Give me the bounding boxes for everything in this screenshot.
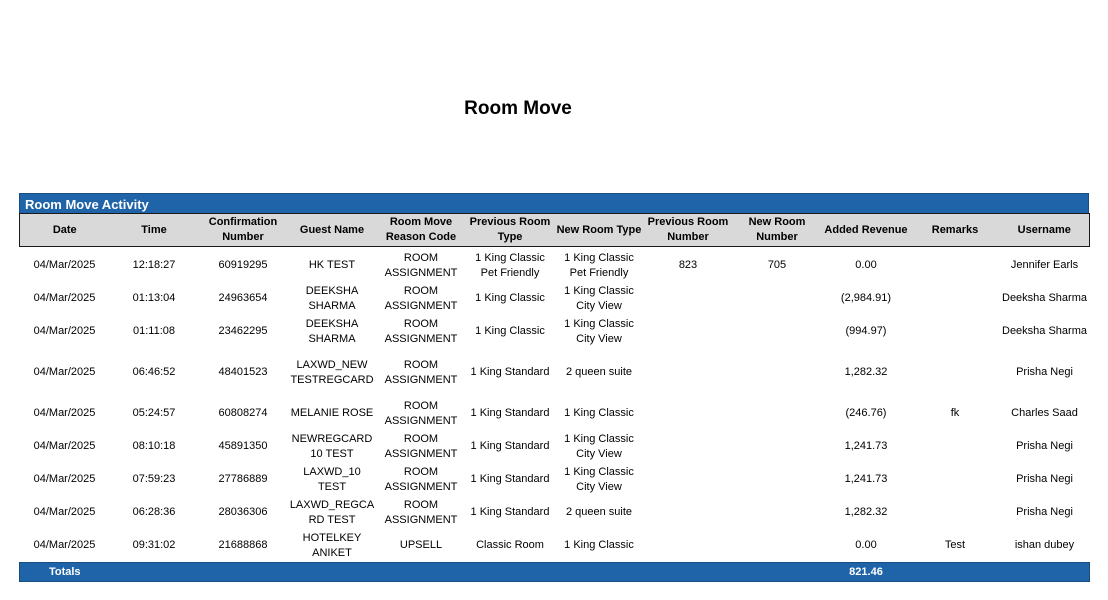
cell-date: 04/Mar/2025 bbox=[33, 325, 96, 337]
cell-new-type: 1 King Classic Pet Friendly bbox=[564, 251, 634, 279]
cell-remarks bbox=[911, 282, 1000, 315]
cell-prev-type: Classic Room bbox=[476, 539, 544, 551]
cell-confirmation: 60919295 bbox=[218, 259, 268, 271]
cell-date: 04/Mar/2025 bbox=[33, 259, 96, 271]
cell-username: Deeksha Sharma bbox=[1002, 292, 1087, 304]
cell-username: Jennifer Earls bbox=[1010, 259, 1079, 271]
column-header-username: Username bbox=[1000, 214, 1090, 247]
cell-prev-number bbox=[644, 430, 733, 463]
column-header-reason: Room Move Reason Code bbox=[377, 214, 466, 247]
cell-new-number bbox=[733, 315, 822, 348]
cell-date: 04/Mar/2025 bbox=[33, 506, 96, 518]
cell-time: 01:11:08 bbox=[132, 325, 175, 337]
cell-prev-number: 823 bbox=[678, 259, 698, 271]
cell-prev-type: 1 King Standard bbox=[470, 366, 550, 378]
totals-empty-cell bbox=[1000, 563, 1090, 582]
cell-date: 04/Mar/2025 bbox=[33, 366, 96, 378]
table-row bbox=[20, 496, 1090, 529]
cell-new-type: 1 King Classic City View bbox=[564, 465, 634, 493]
cell-time: 05:24:57 bbox=[132, 407, 176, 419]
cell-username: Prisha Negi bbox=[1016, 440, 1073, 452]
cell-new-type: 1 King Classic City View bbox=[564, 317, 634, 345]
cell-date: 04/Mar/2025 bbox=[33, 440, 96, 452]
cell-revenue: 1,241.73 bbox=[844, 473, 888, 485]
table-row bbox=[20, 397, 1090, 430]
column-header-prev-number: Previous Room Number bbox=[644, 214, 733, 247]
cell-username: Prisha Negi bbox=[1016, 506, 1073, 518]
cell-new-number bbox=[733, 282, 822, 315]
table-row bbox=[20, 249, 1090, 282]
table-row bbox=[20, 430, 1090, 463]
cell-reason: ROOM ASSIGNMENT bbox=[384, 358, 458, 386]
cell-new-type: 2 queen suite bbox=[565, 506, 633, 518]
totals-empty-cell bbox=[911, 563, 1000, 582]
cell-date: 04/Mar/2025 bbox=[33, 292, 96, 304]
section-header: Room Move Activity bbox=[19, 193, 1089, 213]
totals-empty-cell bbox=[733, 563, 822, 582]
cell-username: Deeksha Sharma bbox=[1002, 325, 1087, 337]
cell-new-number bbox=[733, 529, 822, 563]
cell-new-type: 2 queen suite bbox=[565, 366, 633, 378]
totals-label: Totals bbox=[20, 563, 110, 582]
cell-remarks bbox=[911, 348, 1000, 397]
cell-revenue: 0.00 bbox=[855, 539, 877, 551]
totals-empty-cell bbox=[199, 563, 288, 582]
cell-prev-number bbox=[644, 397, 733, 430]
column-header-guest: Guest Name bbox=[288, 214, 377, 247]
room-move-table bbox=[19, 213, 1090, 582]
report-section bbox=[19, 193, 1089, 582]
cell-reason: ROOM ASSIGNMENT bbox=[384, 432, 458, 460]
cell-reason: ROOM ASSIGNMENT bbox=[384, 251, 458, 279]
cell-username: Prisha Negi bbox=[1016, 366, 1073, 378]
cell-time: 09:31:02 bbox=[132, 539, 176, 551]
cell-guest: HK TEST bbox=[308, 259, 356, 271]
report-title: Room Move bbox=[464, 98, 572, 119]
cell-time: 06:46:52 bbox=[132, 366, 176, 378]
cell-username: Prisha Negi bbox=[1016, 473, 1073, 485]
cell-new-number bbox=[733, 463, 822, 496]
cell-revenue: (2,984.91) bbox=[840, 292, 892, 304]
column-header-prev-type: Previous Room Type bbox=[466, 214, 555, 247]
cell-prev-number bbox=[644, 496, 733, 529]
cell-prev-type: 1 King Standard bbox=[470, 440, 550, 452]
cell-reason: ROOM ASSIGNMENT bbox=[384, 465, 458, 493]
cell-remarks: fk bbox=[950, 407, 960, 419]
cell-guest: LAXWD_REGCARD TEST bbox=[289, 498, 375, 526]
cell-guest: MELANIE ROSE bbox=[290, 407, 374, 419]
column-header-date: Date bbox=[20, 214, 110, 247]
cell-guest: LAXWD_10 TEST bbox=[303, 465, 361, 493]
cell-guest: HOTELKEY ANIKET bbox=[302, 531, 362, 559]
cell-date: 04/Mar/2025 bbox=[33, 539, 96, 551]
cell-username: Charles Saad bbox=[1011, 407, 1078, 419]
column-header-revenue: Added Revenue bbox=[822, 214, 911, 247]
cell-reason: ROOM ASSIGNMENT bbox=[384, 317, 458, 345]
column-header-row bbox=[20, 214, 1090, 247]
totals-empty-cell bbox=[377, 563, 466, 582]
cell-new-number: 705 bbox=[767, 259, 787, 271]
table-row bbox=[20, 348, 1090, 397]
table-row bbox=[20, 463, 1090, 496]
totals-empty-cell bbox=[555, 563, 644, 582]
cell-remarks bbox=[911, 430, 1000, 463]
table-row bbox=[20, 529, 1090, 563]
cell-remarks bbox=[911, 463, 1000, 496]
cell-prev-number bbox=[644, 282, 733, 315]
cell-time: 01:13:04 bbox=[132, 292, 176, 304]
cell-new-number bbox=[733, 348, 822, 397]
cell-prev-number bbox=[644, 348, 733, 397]
cell-prev-type: 1 King Standard bbox=[470, 473, 550, 485]
cell-revenue: 1,282.32 bbox=[844, 506, 888, 518]
cell-remarks bbox=[911, 496, 1000, 529]
column-header-new-type: New Room Type bbox=[555, 214, 644, 247]
cell-confirmation: 23462295 bbox=[218, 325, 268, 337]
table-row bbox=[20, 282, 1090, 315]
cell-revenue: 1,241.73 bbox=[844, 440, 888, 452]
totals-row bbox=[20, 563, 1090, 582]
cell-prev-type: 1 King Classic Pet Friendly bbox=[475, 251, 545, 279]
cell-guest: DEEKSHA SHARMA bbox=[305, 317, 359, 345]
column-header-remarks: Remarks bbox=[911, 214, 1000, 247]
cell-time: 06:28:36 bbox=[132, 506, 176, 518]
totals-empty-cell bbox=[466, 563, 555, 582]
cell-prev-type: 1 King Classic bbox=[475, 292, 545, 304]
cell-new-number bbox=[733, 496, 822, 529]
cell-new-type: 1 King Classic bbox=[564, 407, 634, 419]
table-body bbox=[20, 247, 1090, 582]
cell-prev-number bbox=[644, 529, 733, 563]
column-header-time: Time bbox=[110, 214, 199, 247]
cell-confirmation: 45891350 bbox=[218, 440, 268, 452]
cell-new-number bbox=[733, 397, 822, 430]
cell-confirmation: 21688868 bbox=[218, 539, 268, 551]
cell-time: 07:59:23 bbox=[132, 473, 176, 485]
cell-remarks: Test bbox=[944, 539, 966, 551]
cell-confirmation: 48401523 bbox=[218, 366, 268, 378]
totals-revenue: 821.46 bbox=[822, 563, 911, 582]
cell-revenue: (246.76) bbox=[845, 407, 887, 419]
totals-empty-cell bbox=[288, 563, 377, 582]
cell-prev-number bbox=[644, 315, 733, 348]
cell-revenue: 1,282.32 bbox=[844, 366, 888, 378]
cell-new-type: 1 King Classic City View bbox=[564, 432, 634, 460]
column-header-confirmation: Confirmation Number bbox=[199, 214, 288, 247]
totals-empty-cell bbox=[110, 563, 199, 582]
cell-new-type: 1 King Classic bbox=[564, 539, 634, 551]
cell-confirmation: 27786889 bbox=[218, 473, 268, 485]
cell-revenue: (994.97) bbox=[845, 325, 887, 337]
cell-confirmation: 28036306 bbox=[218, 506, 268, 518]
cell-prev-type: 1 King Standard bbox=[470, 407, 550, 419]
cell-prev-type: 1 King Standard bbox=[470, 506, 550, 518]
cell-remarks bbox=[911, 315, 1000, 348]
cell-reason: ROOM ASSIGNMENT bbox=[384, 284, 458, 312]
totals-empty-cell bbox=[644, 563, 733, 582]
cell-reason: ROOM ASSIGNMENT bbox=[384, 399, 458, 427]
cell-revenue: 0.00 bbox=[855, 259, 877, 271]
cell-guest: NEWREGCARD10 TEST bbox=[291, 432, 373, 460]
cell-date: 04/Mar/2025 bbox=[33, 473, 96, 485]
cell-confirmation: 24963654 bbox=[218, 292, 268, 304]
cell-prev-number bbox=[644, 463, 733, 496]
cell-new-number bbox=[733, 430, 822, 463]
cell-confirmation: 60808274 bbox=[218, 407, 268, 419]
cell-reason: ROOM ASSIGNMENT bbox=[384, 498, 458, 526]
cell-username: ishan dubey bbox=[1014, 539, 1075, 551]
cell-time: 12:18:27 bbox=[132, 259, 176, 271]
cell-date: 04/Mar/2025 bbox=[33, 407, 96, 419]
cell-time: 08:10:18 bbox=[132, 440, 176, 452]
cell-prev-type: 1 King Classic bbox=[475, 325, 545, 337]
cell-remarks bbox=[911, 249, 1000, 282]
cell-reason: UPSELL bbox=[399, 539, 443, 551]
cell-new-type: 1 King Classic City View bbox=[564, 284, 634, 312]
column-header-new-number: New Room Number bbox=[733, 214, 822, 247]
cell-guest: LAXWD_NEW TESTREGCARD bbox=[290, 358, 374, 386]
cell-guest: DEEKSHA SHARMA bbox=[305, 284, 359, 312]
table-row bbox=[20, 315, 1090, 348]
